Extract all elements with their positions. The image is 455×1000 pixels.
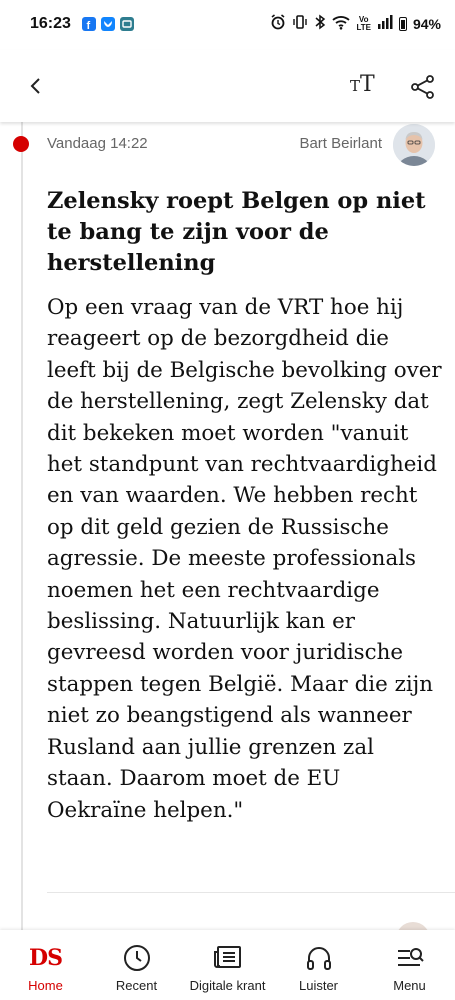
clock-icon	[122, 943, 152, 973]
back-button[interactable]	[22, 72, 50, 100]
nav-digitale-krant-label: Digitale krant	[189, 978, 266, 993]
live-indicator-dot	[13, 136, 29, 152]
post-body: Op een vraag van de VRT hoe hij reageert op de bezorgdheid die leeft bij de Belgische bevolking over de herstellening, zegt Zelensky dat dit bekeken moet worden "vanuit het standpunt van rechtvaardigheid en van waarden. We hebben recht op dit geld gezien de Russische agressie. De meeste professionals noemen het een rechtvaardige beslissing. Natuurlijk kan er gevreesd worden voor juridische stappen tegen België. Maar die zijn niet zo beangstigend als wanneer Rusland aan jullie grenzen zal staan. Daarom moet de EU Oekraïne helpen."	[47, 295, 442, 823]
signal-icon	[377, 15, 393, 33]
status-icons	[270, 14, 441, 34]
post-timestamp: Vandaag 14:22	[47, 135, 148, 152]
nav-home-label: Home	[28, 978, 63, 993]
wifi-icon	[332, 14, 350, 34]
nav-menu-label: Menu	[393, 978, 426, 993]
author-avatar[interactable]	[393, 124, 435, 166]
bottom-navigation	[0, 930, 455, 1000]
ds-logo-icon: DS	[29, 945, 62, 971]
nav-home[interactable]	[0, 930, 91, 1000]
post-title: Zelensky roept Belgen op niet te bang te zijn voor de herstellening	[47, 188, 426, 276]
newspaper-icon	[212, 944, 244, 972]
bluetooth-icon	[314, 14, 326, 34]
nav-recent[interactable]	[91, 930, 182, 1000]
vibrate-icon	[292, 14, 308, 34]
status-bar	[0, 0, 455, 50]
nav-luister[interactable]	[273, 930, 364, 1000]
nav-menu[interactable]	[364, 930, 455, 1000]
svg-text:f: f	[86, 20, 91, 31]
text-size-button[interactable]	[350, 72, 375, 100]
chevron-left-icon	[22, 72, 50, 100]
nav-luister-label: Luister	[298, 978, 339, 993]
menu-search-icon	[394, 944, 426, 972]
battery-icon	[399, 17, 407, 31]
share-icon	[410, 74, 436, 100]
facebook-icon	[82, 17, 96, 31]
post-author[interactable]: Bart Beirlant	[299, 135, 382, 152]
volte-icon: Vo LTE	[356, 15, 371, 32]
text-size-small-glyph: T	[350, 77, 361, 95]
battery-percent: 94%	[412, 16, 441, 32]
post-divider	[47, 892, 455, 893]
bluesky-icon	[101, 17, 115, 31]
nav-digitale-krant[interactable]	[182, 930, 273, 1000]
text-size-large-glyph: T	[360, 72, 375, 97]
headphones-icon	[304, 943, 334, 973]
share-button[interactable]	[410, 74, 436, 100]
timeline-line	[21, 122, 23, 930]
nav-recent-label: Recent	[115, 978, 158, 993]
article-toolbar	[0, 50, 455, 122]
status-time: 16:23	[30, 15, 71, 32]
alarm-icon	[270, 14, 286, 34]
messages-icon	[120, 17, 134, 31]
